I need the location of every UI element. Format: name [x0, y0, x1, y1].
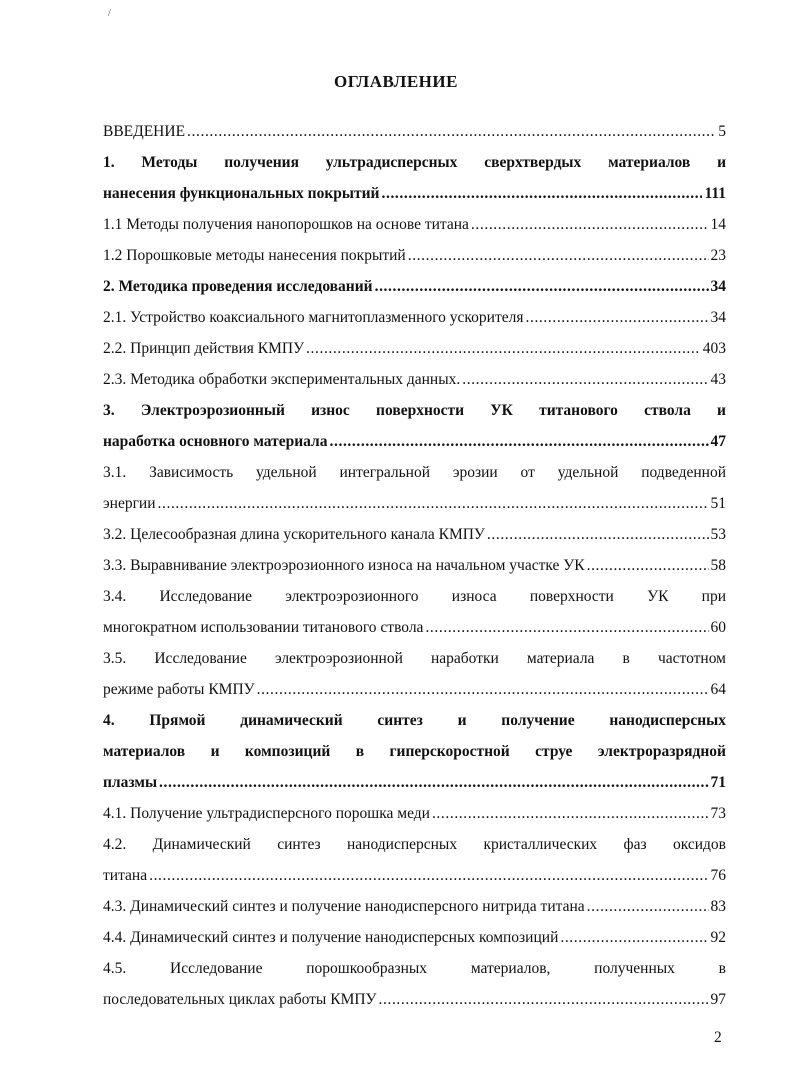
toc-entry-text: ВВЕДЕНИЕ — [103, 123, 186, 140]
toc-entry-page: 34 — [710, 278, 726, 295]
leader-dots — [330, 426, 709, 457]
scan-mark: / — [108, 8, 111, 19]
toc-entry-page: 23 — [710, 247, 726, 264]
leader-dots — [425, 612, 708, 643]
toc-entry-page: 73 — [710, 805, 726, 822]
leader-dots — [587, 891, 709, 922]
toc-entry-line — [103, 457, 726, 488]
toc-entry-page: 71 — [710, 774, 726, 791]
toc-entry-line — [103, 705, 726, 736]
leader-dots — [257, 674, 709, 705]
toc-entry-chapter-2[interactable] — [103, 271, 726, 302]
leader-dots — [158, 488, 709, 519]
toc-entry-page: 97 — [710, 991, 726, 1008]
leader-dots — [306, 333, 701, 364]
toc-entry-page: 111 — [704, 185, 726, 202]
toc-entry-text: 3.1. Зависимость удельной интегральной эрозии от удельной подведенной — [103, 464, 726, 481]
toc-entry-1-1[interactable] — [103, 209, 726, 240]
toc-entry-text: 4.3. Динамический синтез и получение нанодисперсного нитрида титана — [103, 898, 585, 915]
toc-entry-text: 3.3. Выравнивание электроэрозионного износа на начальном участке УК — [103, 557, 585, 574]
toc-entry-page: 403 — [702, 340, 726, 357]
toc-entry-4-4[interactable] — [103, 922, 726, 953]
leader-dots — [462, 364, 708, 395]
toc-entry-page: 53 — [710, 526, 726, 543]
toc-entry-text: 2.2. Принцип действия КМПУ — [103, 340, 305, 357]
leader-dots — [159, 767, 708, 798]
toc-entry-page: 47 — [710, 433, 726, 450]
toc-entry-page: 60 — [710, 619, 726, 636]
page-title: ОГЛАВЛЕНИЕ — [334, 72, 458, 91]
toc-entry-text: 4.2. Динамический синтез нанодисперсных кристаллических фаз оксидов — [103, 836, 726, 853]
toc-entry-line — [103, 581, 726, 612]
toc-entry-3-3[interactable] — [103, 550, 726, 581]
toc-entry-text: последовательных циклах работы КМПУ — [103, 991, 377, 1008]
leader-dots — [187, 116, 716, 147]
toc-entry-page: 34 — [710, 309, 726, 326]
leader-dots — [408, 240, 709, 271]
leader-dots — [587, 550, 709, 581]
toc-entry-1-2[interactable] — [103, 240, 726, 271]
toc-entry-line — [103, 395, 726, 426]
toc-entry-3-4[interactable] — [103, 612, 726, 643]
toc-entry-text: плазмы — [103, 774, 158, 791]
toc-entry-line — [103, 829, 726, 860]
toc-entry-page: 83 — [710, 898, 726, 915]
leader-dots — [471, 209, 709, 240]
toc-entry-line — [103, 953, 726, 984]
toc-entry-4-1[interactable] — [103, 798, 726, 829]
toc-entry-3-1[interactable] — [103, 488, 726, 519]
toc-entry-introduction[interactable] — [103, 116, 726, 147]
toc-entry-text: нанесения функциональных покрытий — [103, 185, 380, 202]
toc-entry-page: 64 — [710, 681, 726, 698]
toc-entry-text: 1.2 Порошковые методы нанесения покрытий — [103, 247, 406, 264]
toc-entry-page: 76 — [710, 867, 726, 884]
toc-entry-text: 4.4. Динамический синтез и получение нанодисперсных композиций — [103, 929, 559, 946]
toc-entry-4-2[interactable] — [103, 860, 726, 891]
toc-entry-text: 4. Прямой динамический синтез и получение нанодисперсных — [103, 712, 726, 729]
toc-entry-text: 4.5. Исследование порошкообразных материалов, полученных в — [103, 960, 726, 977]
leader-dots — [526, 302, 709, 333]
leader-dots — [382, 178, 703, 209]
toc-entry-line — [103, 147, 726, 178]
toc-entry-text: многократном использовании титанового ствола — [103, 619, 424, 636]
page-number: 2 — [714, 1029, 722, 1046]
table-of-contents — [103, 116, 726, 1015]
toc-entry-chapter-1[interactable] — [103, 178, 726, 209]
toc-entry-2-2[interactable] — [103, 333, 726, 364]
toc-entry-text: титана — [103, 867, 148, 884]
toc-entry-text: 3.5. Исследование электроэрозионной наработки материала в частотном — [103, 650, 726, 667]
toc-entry-text: 2.1. Устройство коаксиального магнитоплазменного ускорителя — [103, 309, 524, 326]
leader-dots — [149, 860, 708, 891]
toc-entry-chapter-4[interactable] — [103, 767, 726, 798]
toc-entry-chapter-3[interactable] — [103, 426, 726, 457]
toc-entry-text: 3.2. Целесообразная длина ускорительного канала КМПУ — [103, 526, 485, 543]
toc-entry-4-5[interactable] — [103, 984, 726, 1015]
toc-entry-2-1[interactable] — [103, 302, 726, 333]
toc-entry-text: 2.3. Методика обработки экспериментальных данных. — [103, 371, 461, 388]
toc-entry-line — [103, 643, 726, 674]
leader-dots — [487, 519, 709, 550]
leader-dots — [375, 271, 709, 302]
toc-entry-text: 3. Электроэрозионный износ поверхности УК титанового ствола и — [103, 402, 726, 419]
toc-entry-page: 92 — [710, 929, 726, 946]
toc-entry-2-3[interactable] — [103, 364, 726, 395]
toc-entry-text: 3.4. Исследование электроэрозионного износа поверхности УК при — [103, 588, 726, 605]
toc-entry-text: 1. Методы получения ультрадисперсных сверхтвердых материалов и — [103, 154, 726, 171]
toc-entry-line — [103, 736, 726, 767]
toc-entry-text: 4.1. Получение ультрадисперсного порошка меди — [103, 805, 430, 822]
toc-entry-text: 1.1 Методы получения нанопорошков на основе титана — [103, 216, 469, 233]
toc-entry-page: 14 — [710, 216, 726, 233]
toc-entry-text: 2. Методика проведения исследований — [103, 278, 373, 295]
toc-entry-page: 5 — [718, 123, 726, 140]
toc-entry-3-5[interactable] — [103, 674, 726, 705]
toc-entry-text: наработка основного материала — [103, 433, 328, 450]
toc-entry-text: режиме работы КМПУ — [103, 681, 255, 698]
leader-dots — [432, 798, 709, 829]
leader-dots — [560, 922, 708, 953]
toc-entry-4-3[interactable] — [103, 891, 726, 922]
toc-entry-page: 51 — [710, 495, 726, 512]
toc-entry-text: энергии — [103, 495, 156, 512]
toc-entry-page: 58 — [710, 557, 726, 574]
leader-dots — [379, 984, 709, 1015]
toc-entry-3-2[interactable] — [103, 519, 726, 550]
toc-entry-page: 43 — [710, 371, 726, 388]
toc-entry-text: материалов и композиций в гиперскоростной струе электроразрядной — [103, 743, 726, 760]
